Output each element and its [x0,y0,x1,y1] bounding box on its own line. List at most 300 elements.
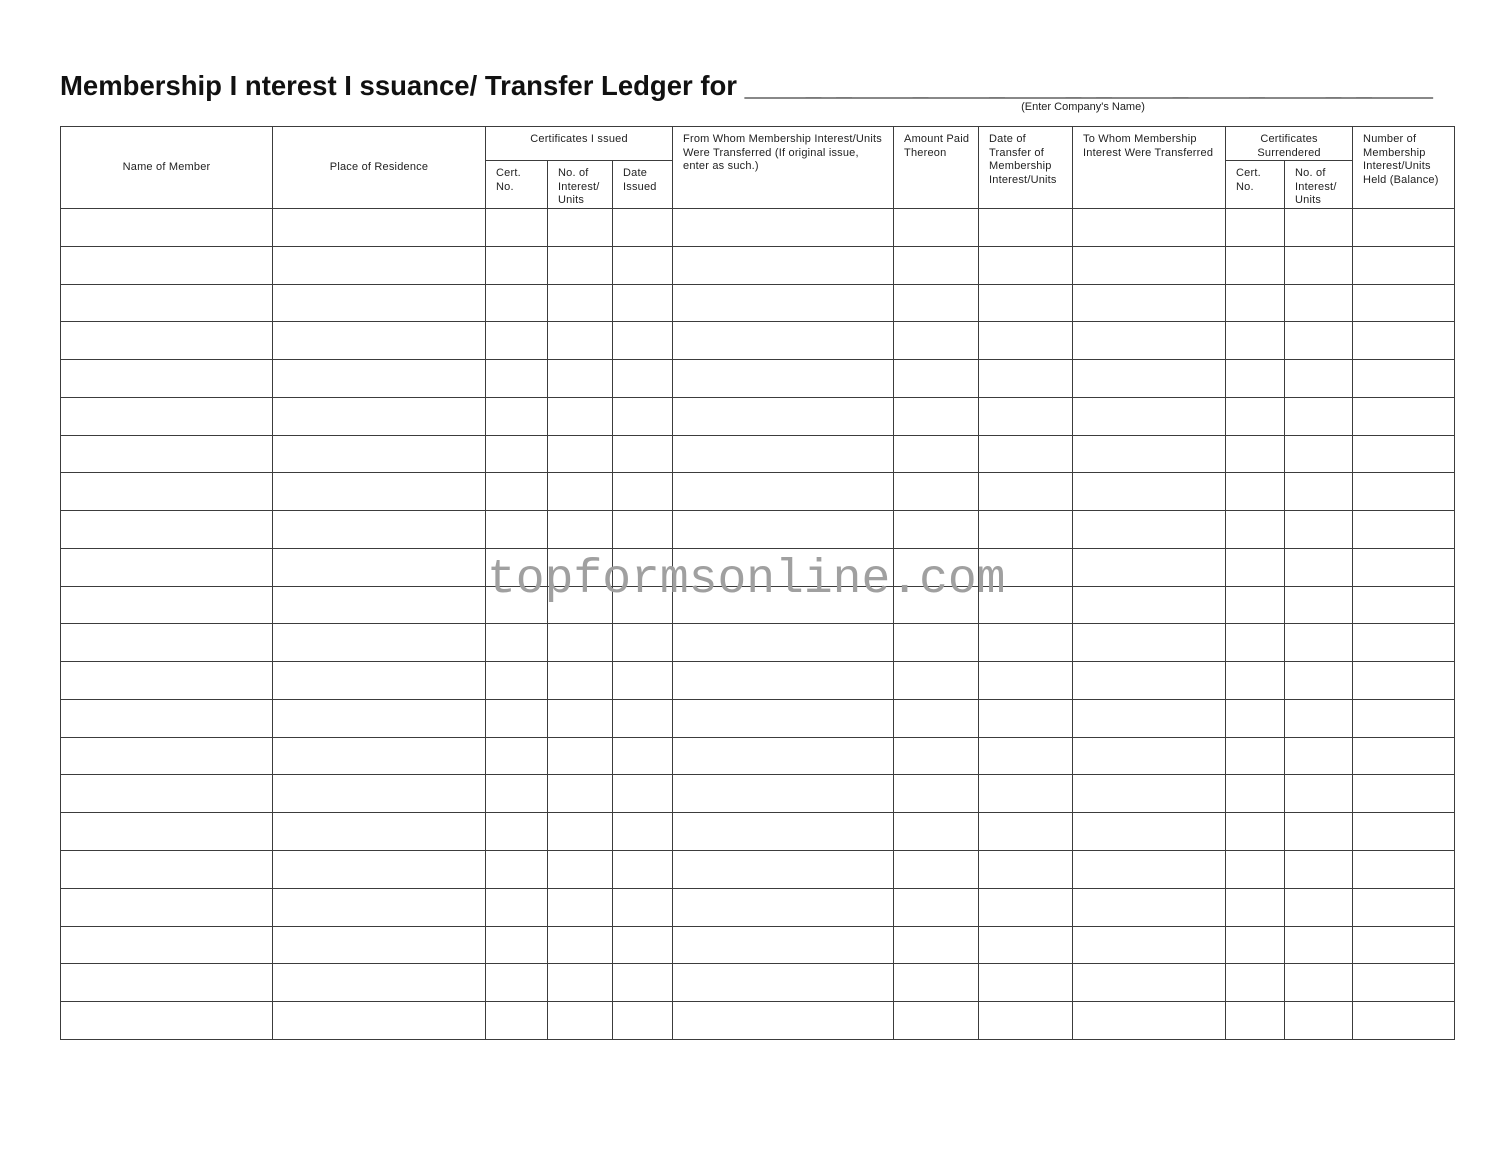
amount-paid-cell [894,586,979,624]
transferred-from-cell [673,246,894,284]
transferred-to-cell [1073,699,1226,737]
surrendered-units-cell [1285,208,1353,246]
issued-cert-no-cell [486,586,548,624]
date-of-transfer-header: Date of Transfer of Membership Interest/Units [979,127,1073,209]
date-of-transfer-cell [979,850,1073,888]
transferred-from-cell [673,737,894,775]
place-of-residence-cell [273,435,486,473]
table-row [61,246,1455,284]
amount-paid-cell [894,662,979,700]
surrendered-cert-no-cell [1226,662,1285,700]
units-held-balance-cell [1353,360,1455,398]
surrendered-cert-no-cell [1226,511,1285,549]
amount-paid-header: Amount Paid Thereon [894,127,979,209]
units-held-balance-cell [1353,926,1455,964]
issued-cert-no-header: Cert. No. [486,161,548,209]
issued-units-cell [548,435,613,473]
transferred-to-cell [1073,246,1226,284]
transferred-to-cell [1073,435,1226,473]
transferred-from-cell [673,548,894,586]
transferred-from-cell [673,662,894,700]
units-held-balance-cell [1353,775,1455,813]
issued-cert-no-cell [486,284,548,322]
surrendered-cert-no-cell [1226,548,1285,586]
surrendered-units-cell [1285,360,1353,398]
issued-units-cell [548,246,613,284]
date-of-transfer-cell [979,737,1073,775]
transferred-from-cell [673,926,894,964]
place-of-residence-cell [273,888,486,926]
date-of-transfer-cell [979,246,1073,284]
units-held-balance-cell [1353,699,1455,737]
amount-paid-cell [894,397,979,435]
units-held-balance-cell [1353,964,1455,1002]
surrendered-units-cell [1285,548,1353,586]
units-held-balance-cell [1353,850,1455,888]
issued-units-cell [548,511,613,549]
transferred-to-cell [1073,511,1226,549]
surrendered-units-cell [1285,699,1353,737]
units-held-balance-cell [1353,548,1455,586]
ledger-table [60,126,1455,1040]
issued-cert-no-cell [486,888,548,926]
surrendered-units-header: No. of Interest/ Units [1285,161,1353,209]
surrendered-units-cell [1285,473,1353,511]
table-row [61,586,1455,624]
issued-units-cell [548,964,613,1002]
place-of-residence-cell [273,284,486,322]
surrendered-units-cell [1285,284,1353,322]
surrendered-cert-no-cell [1226,435,1285,473]
amount-paid-cell [894,548,979,586]
table-row [61,926,1455,964]
transferred-to-cell [1073,926,1226,964]
name-of-member-cell [61,813,273,851]
date-issued-cell [613,850,673,888]
issued-cert-no-cell [486,397,548,435]
transferred-from-cell [673,397,894,435]
amount-paid-cell [894,964,979,1002]
surrendered-units-cell [1285,511,1353,549]
date-issued-cell [613,511,673,549]
issued-units-cell [548,360,613,398]
date-of-transfer-cell [979,208,1073,246]
surrendered-cert-no-cell [1226,737,1285,775]
date-issued-cell [613,813,673,851]
place-of-residence-cell [273,586,486,624]
units-held-balance-cell [1353,246,1455,284]
title-text: Membership I nterest I ssuance/ Transfer Ledger for [60,70,738,101]
issued-cert-no-cell [486,246,548,284]
place-of-residence-cell [273,246,486,284]
transferred-to-header: To Whom Membership Interest Were Transferred [1073,127,1226,209]
issued-units-cell [548,208,613,246]
transferred-from-cell [673,964,894,1002]
transferred-to-cell [1073,548,1226,586]
transferred-to-cell [1073,813,1226,851]
issued-units-cell [548,548,613,586]
table-row [61,284,1455,322]
company-name-hint: (Enter Company's Name) [1021,101,1145,113]
date-issued-cell [613,246,673,284]
surrendered-cert-no-cell [1226,888,1285,926]
transferred-to-cell [1073,397,1226,435]
place-of-residence-header: Place of Residence [273,127,486,209]
surrendered-units-cell [1285,322,1353,360]
date-of-transfer-cell [979,397,1073,435]
issued-cert-no-cell [486,662,548,700]
issued-cert-no-cell [486,322,548,360]
transferred-to-cell [1073,888,1226,926]
place-of-residence-cell [273,964,486,1002]
date-issued-cell [613,435,673,473]
place-of-residence-cell [273,926,486,964]
name-of-member-cell [61,246,273,284]
amount-paid-cell [894,360,979,398]
issued-units-cell [548,775,613,813]
table-row [61,208,1455,246]
place-of-residence-cell [273,662,486,700]
table-row [61,737,1455,775]
amount-paid-cell [894,246,979,284]
units-held-balance-cell [1353,473,1455,511]
name-of-member-cell [61,662,273,700]
place-of-residence-cell [273,850,486,888]
surrendered-cert-no-cell [1226,246,1285,284]
transferred-to-cell [1073,775,1226,813]
surrendered-cert-no-cell [1226,964,1285,1002]
name-of-member-cell [61,888,273,926]
name-of-member-cell [61,775,273,813]
units-held-balance-cell [1353,662,1455,700]
amount-paid-cell [894,284,979,322]
name-of-member-cell [61,397,273,435]
date-issued-cell [613,208,673,246]
date-of-transfer-cell [979,926,1073,964]
table-row [61,964,1455,1002]
transferred-from-cell [673,850,894,888]
surrendered-units-cell [1285,662,1353,700]
issued-cert-no-cell [486,511,548,549]
place-of-residence-cell [273,699,486,737]
date-issued-cell [613,662,673,700]
date-of-transfer-cell [979,888,1073,926]
watermark: topformsonline.com [487,553,1006,607]
date-issued-cell [613,624,673,662]
table-row [61,775,1455,813]
surrendered-units-cell [1285,737,1353,775]
amount-paid-cell [894,511,979,549]
name-of-member-cell [61,586,273,624]
name-of-member-cell [61,850,273,888]
date-issued-cell [613,548,673,586]
surrendered-units-cell [1285,775,1353,813]
table-row [61,699,1455,737]
issued-cert-no-cell [486,737,548,775]
units-held-balance-cell [1353,284,1455,322]
surrendered-cert-no-cell [1226,813,1285,851]
certificates-issued-header: Certificates I ssued [486,127,673,161]
date-issued-cell [613,964,673,1002]
issued-cert-no-cell [486,813,548,851]
amount-paid-cell [894,435,979,473]
issued-units-cell [548,397,613,435]
transferred-to-cell [1073,662,1226,700]
date-of-transfer-cell [979,360,1073,398]
issued-cert-no-cell [486,964,548,1002]
surrendered-units-cell [1285,813,1353,851]
name-of-member-cell [61,737,273,775]
table-row [61,397,1455,435]
name-of-member-cell [61,511,273,549]
name-of-member-cell [61,435,273,473]
units-held-balance-cell [1353,624,1455,662]
amount-paid-cell [894,322,979,360]
date-issued-cell [613,284,673,322]
issued-units-cell [548,284,613,322]
units-held-balance-cell [1353,888,1455,926]
table-row [61,850,1455,888]
issued-cert-no-cell [486,208,548,246]
issued-units-cell [548,850,613,888]
date-of-transfer-cell [979,699,1073,737]
date-issued-header: Date Issued [613,161,673,209]
date-issued-cell [613,1002,673,1040]
name-of-member-cell [61,473,273,511]
ledger-header [61,127,1455,209]
name-of-member-cell [61,624,273,662]
surrendered-units-cell [1285,1002,1353,1040]
issued-units-cell [548,813,613,851]
surrendered-cert-no-cell [1226,624,1285,662]
table-row [61,322,1455,360]
date-of-transfer-cell [979,775,1073,813]
issued-units-cell [548,926,613,964]
surrendered-cert-no-cell [1226,360,1285,398]
units-held-balance-cell [1353,397,1455,435]
issued-units-cell [548,322,613,360]
transferred-from-cell [673,624,894,662]
surrendered-cert-no-cell [1226,926,1285,964]
transferred-from-cell [673,699,894,737]
amount-paid-cell [894,1002,979,1040]
place-of-residence-cell [273,1002,486,1040]
surrendered-cert-no-cell [1226,473,1285,511]
date-of-transfer-cell [979,662,1073,700]
units-held-balance-cell [1353,1002,1455,1040]
transferred-from-cell [673,888,894,926]
name-of-member-cell [61,1002,273,1040]
table-row [61,888,1455,926]
issued-units-cell [548,888,613,926]
amount-paid-cell [894,208,979,246]
surrendered-cert-no-cell [1226,397,1285,435]
transferred-from-cell [673,775,894,813]
surrendered-cert-no-cell [1226,775,1285,813]
amount-paid-cell [894,888,979,926]
transferred-from-cell [673,813,894,851]
transferred-to-cell [1073,473,1226,511]
date-of-transfer-cell [979,435,1073,473]
issued-units-cell [548,586,613,624]
table-row [61,624,1455,662]
issued-units-cell [548,473,613,511]
place-of-residence-cell [273,548,486,586]
table-row [61,1002,1455,1040]
surrendered-cert-no-cell [1226,284,1285,322]
units-held-balance-cell [1353,737,1455,775]
units-held-balance-cell [1353,586,1455,624]
name-of-member-cell [61,548,273,586]
name-of-member-cell [61,284,273,322]
issued-cert-no-cell [486,360,548,398]
surrendered-units-cell [1285,246,1353,284]
units-held-balance-cell [1353,322,1455,360]
units-held-balance-header: Number of Membership Interest/Units Held (Balance) [1353,127,1455,209]
place-of-residence-cell [273,473,486,511]
page-title [60,72,1433,100]
transferred-to-cell [1073,737,1226,775]
transferred-from-cell [673,322,894,360]
issued-units-cell [548,624,613,662]
transferred-from-cell [673,284,894,322]
surrendered-units-cell [1285,926,1353,964]
amount-paid-cell [894,850,979,888]
surrendered-units-cell [1285,397,1353,435]
date-of-transfer-cell [979,473,1073,511]
name-of-member-cell [61,322,273,360]
units-held-balance-cell [1353,208,1455,246]
transferred-to-cell [1073,624,1226,662]
amount-paid-cell [894,473,979,511]
issued-cert-no-cell [486,699,548,737]
surrendered-units-cell [1285,888,1353,926]
issued-cert-no-cell [486,850,548,888]
date-issued-cell [613,322,673,360]
issued-cert-no-cell [486,624,548,662]
surrendered-cert-no-cell [1226,208,1285,246]
issued-cert-no-cell [486,473,548,511]
amount-paid-cell [894,737,979,775]
surrendered-units-cell [1285,586,1353,624]
date-issued-cell [613,926,673,964]
table-row [61,473,1455,511]
surrendered-cert-no-cell [1226,322,1285,360]
transferred-from-cell [673,208,894,246]
name-of-member-cell [61,360,273,398]
transferred-to-cell [1073,1002,1226,1040]
table-row [61,548,1455,586]
date-of-transfer-cell [979,586,1073,624]
date-of-transfer-cell [979,1002,1073,1040]
surrendered-cert-no-cell [1226,850,1285,888]
transferred-to-cell [1073,322,1226,360]
place-of-residence-cell [273,360,486,398]
transferred-from-header: From Whom Membership Interest/Units Were Transferred (If original issue, enter as such.) [673,127,894,209]
table-row [61,662,1455,700]
issued-cert-no-cell [486,775,548,813]
date-issued-cell [613,888,673,926]
issued-units-cell [548,1002,613,1040]
issued-units-cell [548,699,613,737]
company-name-blank: _____________________________________________ [744,70,1433,101]
certificates-surrendered-header: Certificates Surrendered [1226,127,1353,161]
transferred-to-cell [1073,284,1226,322]
transferred-to-cell [1073,208,1226,246]
transferred-from-cell [673,435,894,473]
surrendered-units-cell [1285,964,1353,1002]
transferred-from-cell [673,1002,894,1040]
surrendered-units-cell [1285,435,1353,473]
transferred-to-cell [1073,850,1226,888]
place-of-residence-cell [273,511,486,549]
name-of-member-cell [61,208,273,246]
transferred-to-cell [1073,586,1226,624]
date-of-transfer-cell [979,964,1073,1002]
transferred-to-cell [1073,360,1226,398]
date-of-transfer-cell [979,624,1073,662]
amount-paid-cell [894,775,979,813]
surrendered-cert-no-cell [1226,1002,1285,1040]
date-of-transfer-cell [979,322,1073,360]
name-of-member-cell [61,964,273,1002]
amount-paid-cell [894,624,979,662]
date-of-transfer-cell [979,813,1073,851]
date-issued-cell [613,360,673,398]
date-issued-cell [613,473,673,511]
issued-units-cell [548,737,613,775]
surrendered-cert-no-cell [1226,586,1285,624]
amount-paid-cell [894,813,979,851]
place-of-residence-cell [273,624,486,662]
table-row [61,511,1455,549]
place-of-residence-cell [273,322,486,360]
name-of-member-header: Name of Member [61,127,273,209]
name-of-member-cell [61,926,273,964]
date-issued-cell [613,397,673,435]
date-issued-cell [613,586,673,624]
date-issued-cell [613,737,673,775]
date-issued-cell [613,699,673,737]
issued-cert-no-cell [486,1002,548,1040]
place-of-residence-cell [273,397,486,435]
surrendered-cert-no-header: Cert. No. [1226,161,1285,209]
surrendered-units-cell [1285,624,1353,662]
transferred-from-cell [673,586,894,624]
transferred-from-cell [673,473,894,511]
transferred-to-cell [1073,964,1226,1002]
place-of-residence-cell [273,775,486,813]
issued-cert-no-cell [486,926,548,964]
ledger-body [61,208,1455,1039]
date-of-transfer-cell [979,548,1073,586]
units-held-balance-cell [1353,813,1455,851]
issued-cert-no-cell [486,548,548,586]
units-held-balance-cell [1353,435,1455,473]
name-of-member-cell [61,699,273,737]
table-row [61,360,1455,398]
surrendered-cert-no-cell [1226,699,1285,737]
issued-cert-no-cell [486,435,548,473]
issued-units-header: No. of Interest/ Units [548,161,613,209]
amount-paid-cell [894,926,979,964]
surrendered-units-cell [1285,850,1353,888]
header-row-top [61,127,1455,161]
place-of-residence-cell [273,208,486,246]
issued-units-cell [548,662,613,700]
place-of-residence-cell [273,737,486,775]
amount-paid-cell [894,699,979,737]
